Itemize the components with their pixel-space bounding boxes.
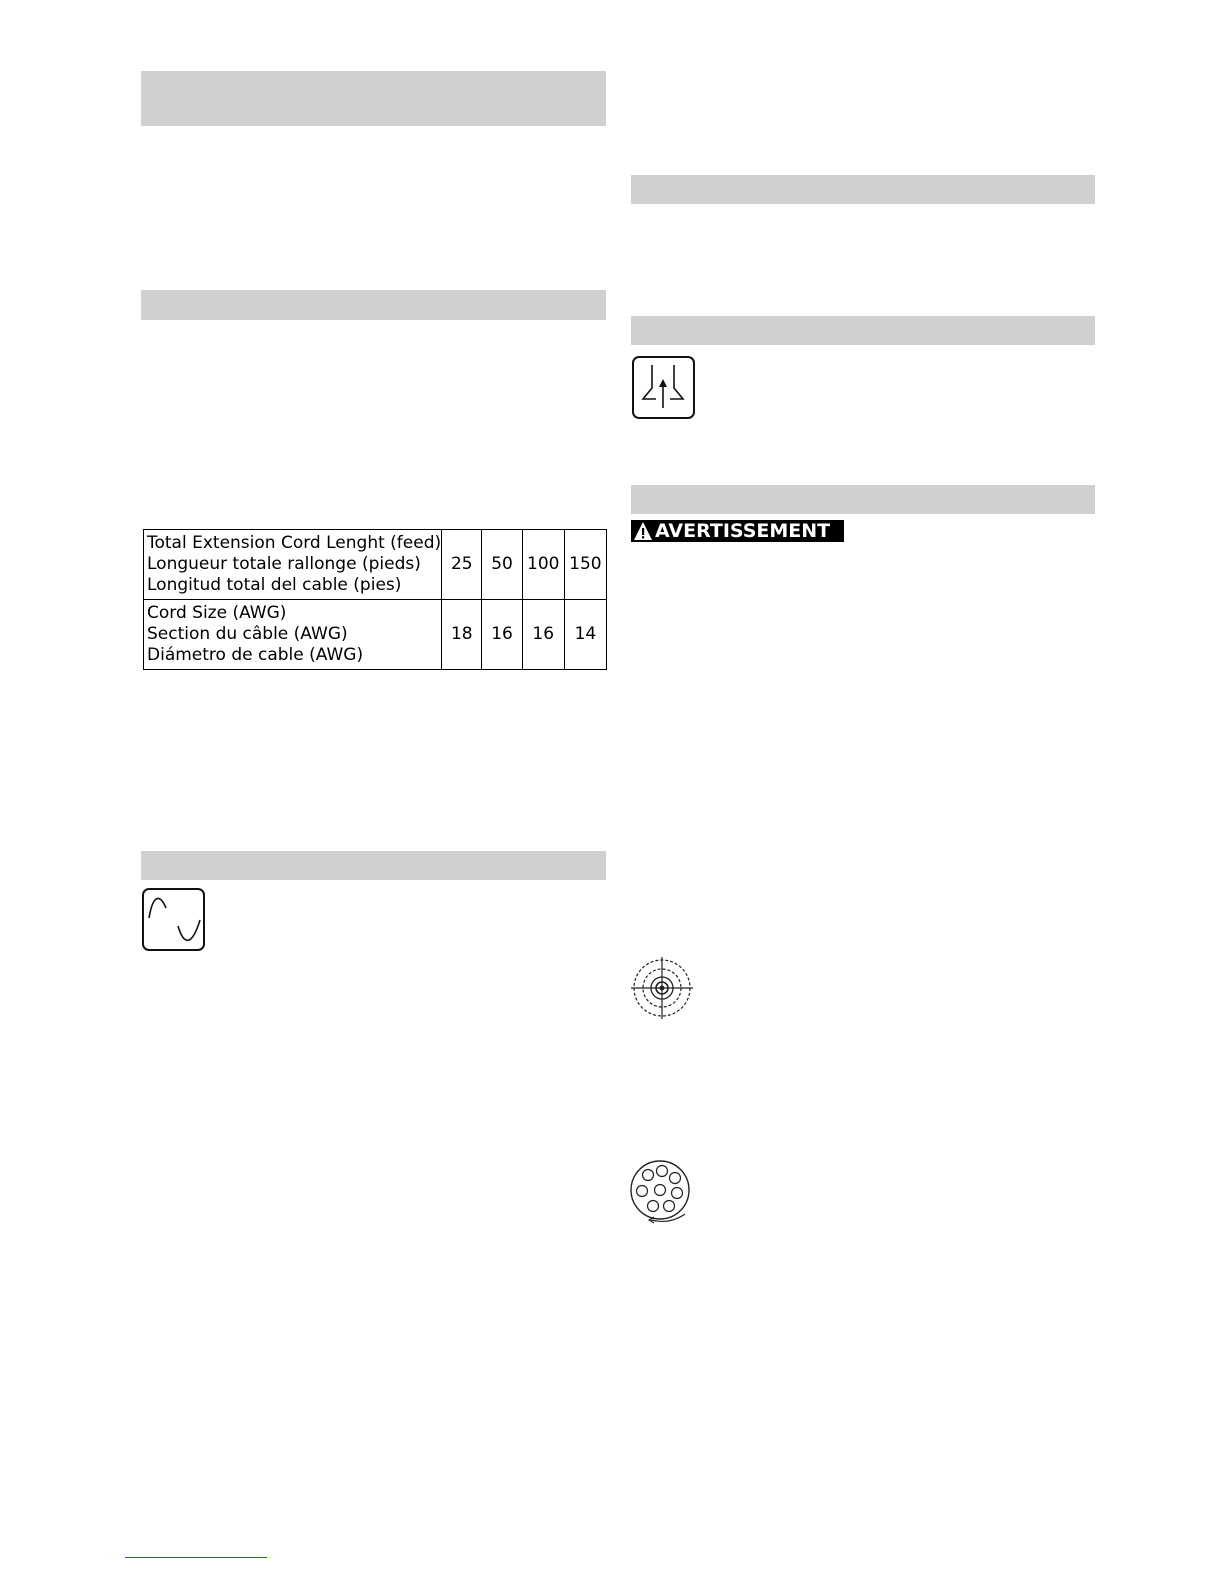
section-header-bar-right-1 — [631, 175, 1095, 204]
warning-triangle-icon — [633, 521, 653, 541]
cord-length-label-fr: Longueur totale rallonge (pieds) — [147, 554, 421, 574]
table-row — [144, 530, 607, 600]
extension-cord-table — [143, 529, 607, 670]
section-header-bar-power-supply — [141, 851, 606, 880]
cord-length-value: 150 — [564, 530, 606, 600]
cord-size-value: 18 — [442, 600, 482, 670]
table-row — [144, 600, 607, 670]
cord-size-value: 14 — [564, 600, 606, 670]
warning-label-text: AVERTISSEMENT — [655, 520, 831, 542]
section-header-bar-intro — [141, 71, 606, 126]
cord-length-label-en: Total Extension Cord Lenght (feed) — [147, 533, 442, 553]
ac-sine-wave-icon — [142, 888, 205, 951]
cord-size-label-en: Cord Size (AWG) — [147, 603, 287, 623]
target-crosshair-icon — [629, 955, 695, 1021]
cord-length-label-es: Longitud total del cable (pies) — [147, 575, 402, 595]
cord-size-value: 16 — [482, 600, 522, 670]
cord-length-value: 100 — [522, 530, 564, 600]
cord-size-value: 16 — [522, 600, 564, 670]
cord-size-label-es: Diámetro de cable (AWG) — [147, 645, 364, 665]
footnote-separator-line — [125, 1557, 267, 1558]
section-header-bar-right-3 — [631, 485, 1095, 514]
cord-size-label-cell — [144, 600, 442, 670]
cord-length-label-cell — [144, 530, 442, 600]
rotating-circles-icon — [629, 1159, 693, 1225]
cord-length-value: 25 — [442, 530, 482, 600]
section-header-bar-extension-cord — [141, 290, 606, 320]
motor-airflow-arrow-icon — [632, 356, 695, 419]
cord-length-value: 50 — [482, 530, 522, 600]
warning-label — [631, 520, 844, 542]
section-header-bar-right-2 — [631, 316, 1095, 345]
cord-size-label-fr: Section du câble (AWG) — [147, 624, 348, 644]
